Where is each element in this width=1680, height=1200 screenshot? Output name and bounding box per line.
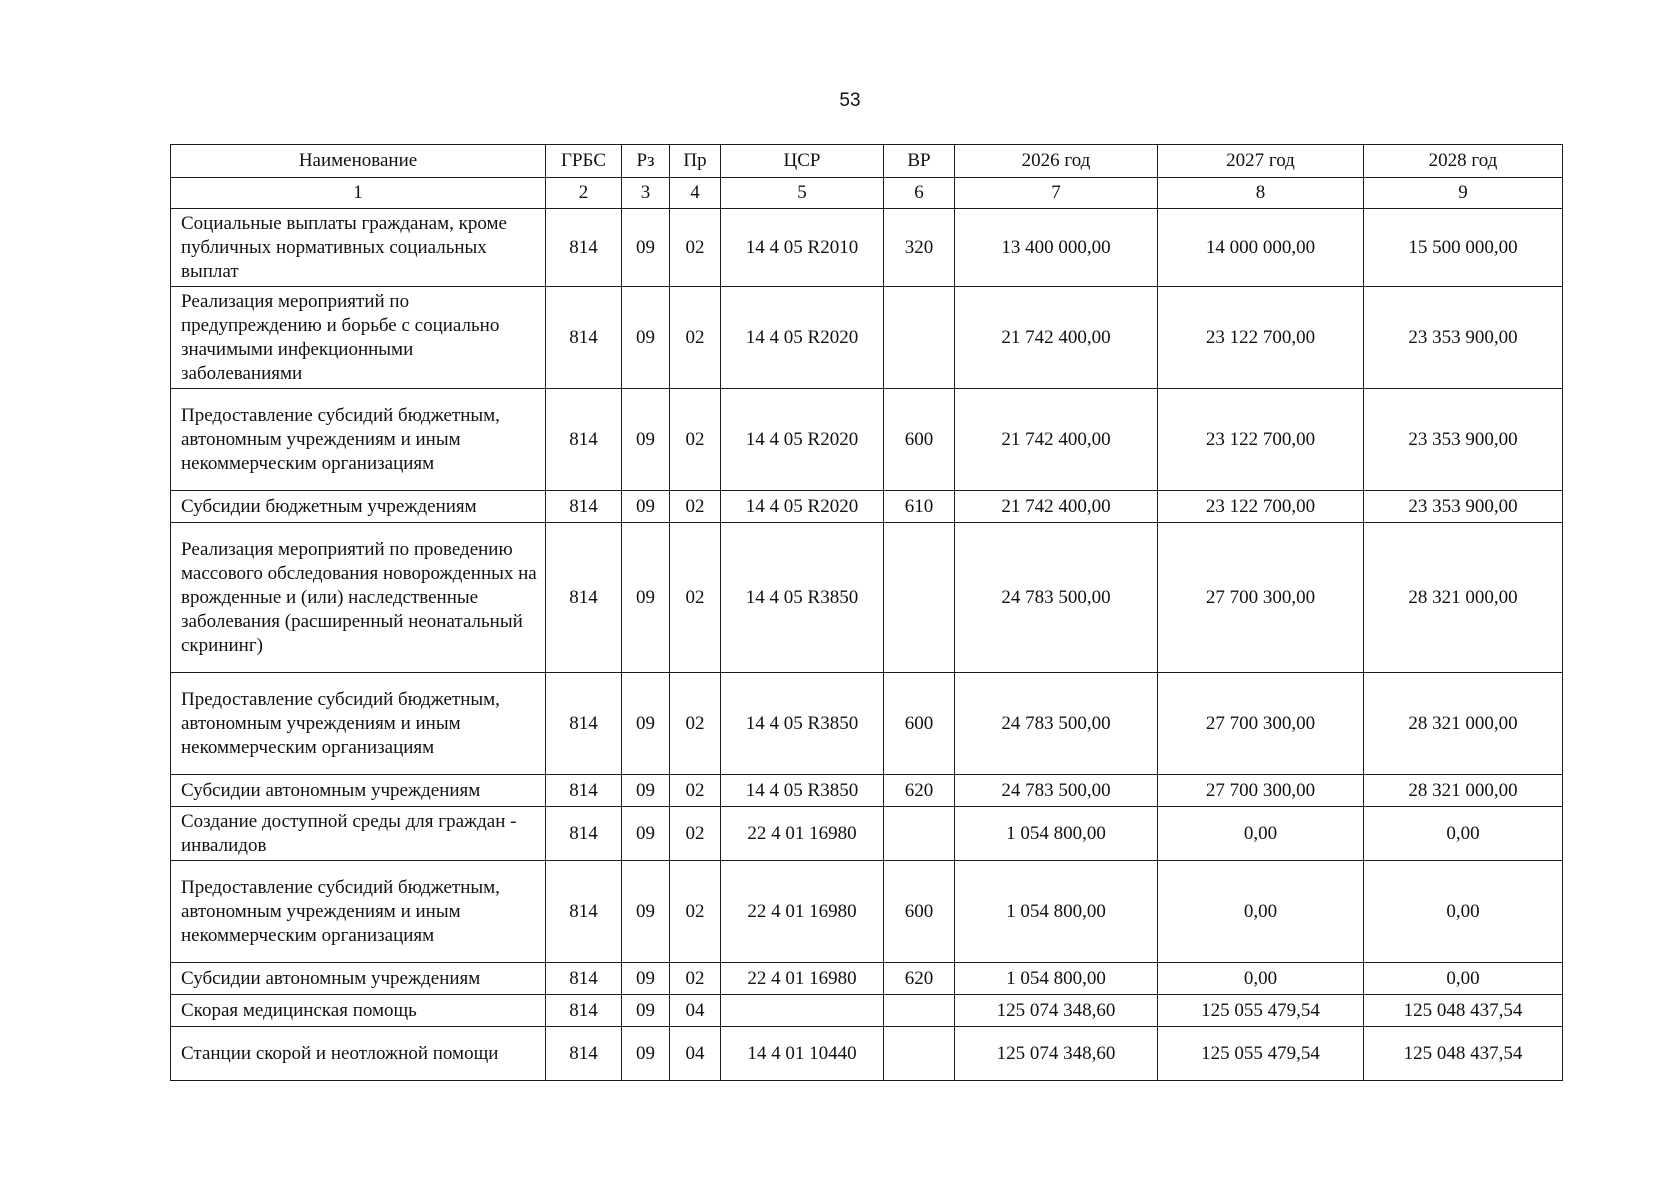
- cell-2027: 0,00: [1158, 861, 1364, 963]
- table-row: [171, 995, 1563, 1027]
- cell-2026: 21 742 400,00: [955, 491, 1158, 523]
- cell-2026: 24 783 500,00: [955, 523, 1158, 673]
- cell-2028: 15 500 000,00: [1364, 209, 1563, 287]
- header-pr: Пр: [670, 145, 721, 178]
- cell-name: Социальные выплаты гражданам, кроме публичных нормативных социальных выплат: [171, 209, 546, 287]
- cell-grbs: 814: [546, 209, 622, 287]
- table-row: [171, 491, 1563, 523]
- page-number: 53: [839, 90, 861, 111]
- cell-name: Предоставление субсидий бюджетным, автономным учреждениям и иным некоммерческим организациям: [171, 861, 546, 963]
- cell-2026: 13 400 000,00: [955, 209, 1158, 287]
- column-number: 1: [171, 178, 546, 209]
- cell-rz: 09: [622, 775, 670, 807]
- cell-grbs: 814: [546, 389, 622, 491]
- header-2027: 2027 год: [1158, 145, 1364, 178]
- cell-2027: 23 122 700,00: [1158, 491, 1364, 523]
- cell-csr: 14 4 05 R2020: [721, 491, 884, 523]
- cell-2027: 27 700 300,00: [1158, 523, 1364, 673]
- cell-vr: 600: [884, 389, 955, 491]
- table-row: [171, 523, 1563, 673]
- cell-pr: 04: [670, 1027, 721, 1081]
- cell-2027: 27 700 300,00: [1158, 775, 1364, 807]
- cell-pr: 02: [670, 209, 721, 287]
- cell-2028: 28 321 000,00: [1364, 673, 1563, 775]
- cell-2026: 21 742 400,00: [955, 389, 1158, 491]
- cell-rz: 09: [622, 861, 670, 963]
- cell-csr: 22 4 01 16980: [721, 861, 884, 963]
- table-row: [171, 389, 1563, 491]
- header-2028: 2028 год: [1364, 145, 1563, 178]
- cell-2026: 125 074 348,60: [955, 995, 1158, 1027]
- cell-grbs: 814: [546, 963, 622, 995]
- cell-pr: 02: [670, 673, 721, 775]
- cell-name: Субсидии автономным учреждениям: [171, 963, 546, 995]
- cell-vr: [884, 287, 955, 389]
- cell-csr: 14 4 05 R2020: [721, 287, 884, 389]
- cell-csr: 14 4 01 10440: [721, 1027, 884, 1081]
- cell-2027: 0,00: [1158, 807, 1364, 861]
- cell-rz: 09: [622, 673, 670, 775]
- cell-pr: 02: [670, 807, 721, 861]
- cell-name: Предоставление субсидий бюджетным, автономным учреждениям и иным некоммерческим организациям: [171, 389, 546, 491]
- cell-csr: [721, 995, 884, 1027]
- cell-2027: 14 000 000,00: [1158, 209, 1364, 287]
- column-number: 2: [546, 178, 622, 209]
- cell-name: Предоставление субсидий бюджетным, автономным учреждениям и иным некоммерческим организациям: [171, 673, 546, 775]
- column-number: 9: [1364, 178, 1563, 209]
- cell-vr: [884, 1027, 955, 1081]
- cell-2027: 125 055 479,54: [1158, 995, 1364, 1027]
- cell-2028: 0,00: [1364, 807, 1563, 861]
- cell-csr: 14 4 05 R2020: [721, 389, 884, 491]
- header-vr: ВР: [884, 145, 955, 178]
- cell-grbs: 814: [546, 523, 622, 673]
- cell-vr: 600: [884, 861, 955, 963]
- header-csr: ЦСР: [721, 145, 884, 178]
- cell-2026: 24 783 500,00: [955, 673, 1158, 775]
- cell-name: Субсидии автономным учреждениям: [171, 775, 546, 807]
- header-rz: Рз: [622, 145, 670, 178]
- table-row: [171, 673, 1563, 775]
- cell-csr: 22 4 01 16980: [721, 807, 884, 861]
- cell-2028: 28 321 000,00: [1364, 523, 1563, 673]
- header-grbs: ГРБС: [546, 145, 622, 178]
- cell-2027: 27 700 300,00: [1158, 673, 1364, 775]
- cell-2028: 28 321 000,00: [1364, 775, 1563, 807]
- cell-grbs: 814: [546, 673, 622, 775]
- cell-2026: 1 054 800,00: [955, 963, 1158, 995]
- cell-csr: 14 4 05 R3850: [721, 673, 884, 775]
- table-header: [171, 145, 1563, 209]
- cell-name: Станции скорой и неотложной помощи: [171, 1027, 546, 1081]
- cell-2026: 24 783 500,00: [955, 775, 1158, 807]
- cell-2028: 0,00: [1364, 963, 1563, 995]
- cell-vr: 610: [884, 491, 955, 523]
- cell-vr: 620: [884, 963, 955, 995]
- cell-grbs: 814: [546, 775, 622, 807]
- cell-grbs: 814: [546, 287, 622, 389]
- cell-2028: 23 353 900,00: [1364, 491, 1563, 523]
- column-number: 5: [721, 178, 884, 209]
- cell-2026: 1 054 800,00: [955, 807, 1158, 861]
- cell-name: Субсидии бюджетным учреждениям: [171, 491, 546, 523]
- cell-rz: 09: [622, 491, 670, 523]
- cell-2028: 23 353 900,00: [1364, 389, 1563, 491]
- column-number: 4: [670, 178, 721, 209]
- column-number: 8: [1158, 178, 1364, 209]
- cell-rz: 09: [622, 963, 670, 995]
- cell-rz: 09: [622, 209, 670, 287]
- cell-pr: 02: [670, 963, 721, 995]
- table-row: [171, 807, 1563, 861]
- table-row: [171, 287, 1563, 389]
- cell-pr: 02: [670, 775, 721, 807]
- column-number-row: [171, 178, 1563, 209]
- cell-2028: 0,00: [1364, 861, 1563, 963]
- cell-grbs: 814: [546, 861, 622, 963]
- table-row: [171, 209, 1563, 287]
- header-name: Наименование: [171, 145, 546, 178]
- cell-vr: [884, 807, 955, 861]
- header-2026: 2026 год: [955, 145, 1158, 178]
- cell-vr: [884, 995, 955, 1027]
- cell-pr: 02: [670, 491, 721, 523]
- cell-grbs: 814: [546, 1027, 622, 1081]
- budget-table: [170, 144, 1563, 1081]
- cell-2027: 0,00: [1158, 963, 1364, 995]
- cell-grbs: 814: [546, 807, 622, 861]
- cell-csr: 14 4 05 R2010: [721, 209, 884, 287]
- cell-pr: 02: [670, 389, 721, 491]
- table-row: [171, 775, 1563, 807]
- cell-pr: 02: [670, 523, 721, 673]
- table-row: [171, 861, 1563, 963]
- table-row: [171, 963, 1563, 995]
- cell-2026: 125 074 348,60: [955, 1027, 1158, 1081]
- cell-rz: 09: [622, 995, 670, 1027]
- cell-name: Создание доступной среды для граждан - инвалидов: [171, 807, 546, 861]
- cell-2027: 23 122 700,00: [1158, 389, 1364, 491]
- cell-rz: 09: [622, 389, 670, 491]
- cell-grbs: 814: [546, 491, 622, 523]
- cell-vr: [884, 523, 955, 673]
- cell-2028: 23 353 900,00: [1364, 287, 1563, 389]
- cell-grbs: 814: [546, 995, 622, 1027]
- table-body: [171, 209, 1563, 1081]
- cell-2026: 21 742 400,00: [955, 287, 1158, 389]
- cell-rz: 09: [622, 523, 670, 673]
- cell-2027: 125 055 479,54: [1158, 1027, 1364, 1081]
- header-row: [171, 145, 1563, 178]
- cell-name: Скорая медицинская помощь: [171, 995, 546, 1027]
- cell-2027: 23 122 700,00: [1158, 287, 1364, 389]
- cell-rz: 09: [622, 807, 670, 861]
- cell-csr: 14 4 05 R3850: [721, 775, 884, 807]
- cell-csr: 14 4 05 R3850: [721, 523, 884, 673]
- cell-pr: 04: [670, 995, 721, 1027]
- cell-vr: 620: [884, 775, 955, 807]
- cell-2026: 1 054 800,00: [955, 861, 1158, 963]
- cell-name: Реализация мероприятий по проведению массового обследования новорожденных на врожденные и (или) наследственные заболевания (расширенный неонатальный скрининг): [171, 523, 546, 673]
- column-number: 7: [955, 178, 1158, 209]
- cell-vr: 600: [884, 673, 955, 775]
- table-row: [171, 1027, 1563, 1081]
- cell-csr: 22 4 01 16980: [721, 963, 884, 995]
- cell-2028: 125 048 437,54: [1364, 1027, 1563, 1081]
- column-number: 6: [884, 178, 955, 209]
- column-number: 3: [622, 178, 670, 209]
- cell-pr: 02: [670, 287, 721, 389]
- cell-pr: 02: [670, 861, 721, 963]
- cell-rz: 09: [622, 1027, 670, 1081]
- cell-2028: 125 048 437,54: [1364, 995, 1563, 1027]
- cell-name: Реализация мероприятий по предупреждению и борьбе с социально значимыми инфекционными заболеваниями: [171, 287, 546, 389]
- cell-vr: 320: [884, 209, 955, 287]
- cell-rz: 09: [622, 287, 670, 389]
